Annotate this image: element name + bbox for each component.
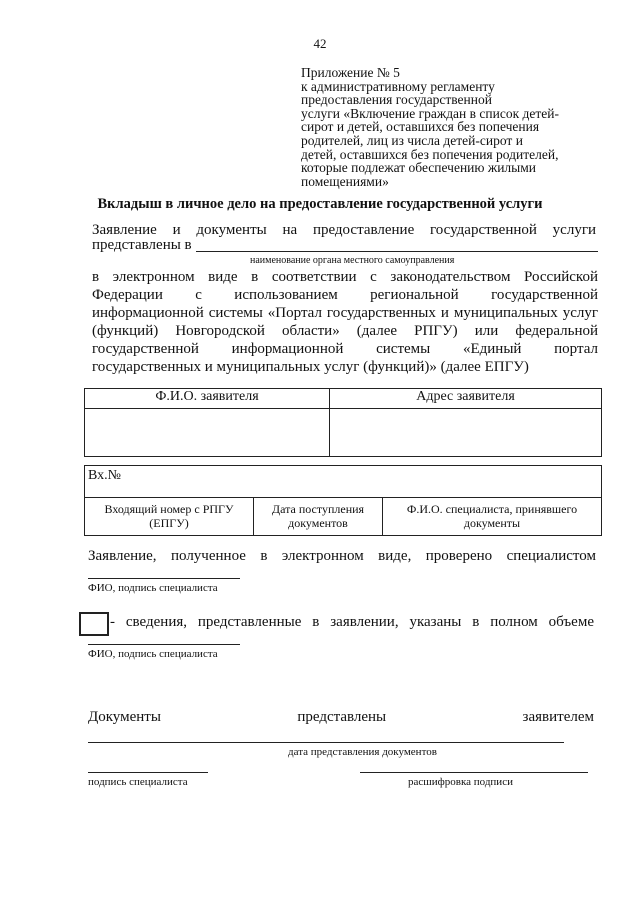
specialist-signature-caption: подпись специалиста <box>88 776 188 788</box>
paragraph-line: Федерации с использованием региональной государственной <box>92 287 598 303</box>
paragraph-line: государственной информационной системы «Единый портал <box>92 341 598 357</box>
checked-statement: Заявление, полученное в электронном виде, проверено специалистом <box>88 548 596 564</box>
appendix-line: к административному регламенту <box>301 78 495 94</box>
submission-date-caption: дата представления документов <box>288 746 437 758</box>
info-signature-line[interactable] <box>88 634 240 645</box>
appendix-line: сирот и детей, оставшихся без попечения <box>301 119 540 135</box>
authority-name-caption: наименование органа местного самоуправления <box>250 255 455 266</box>
info-statement: - сведения, представленные в заявлении, указаны в полном объеме <box>110 614 594 630</box>
paragraph-line: (функций) Новгородской области» (далее РПГУ) или федеральной <box>92 323 598 339</box>
appendix-line: услуги «Включение граждан в список детей- <box>301 105 559 121</box>
intro-line-2: представлены в <box>92 237 192 253</box>
appendix-header <box>301 66 601 188</box>
paragraph-line: в электронном виде в соответствии с законодательством Российской <box>92 269 598 285</box>
info-signature-caption: ФИО, подпись специалиста <box>88 648 218 660</box>
col-incoming-number: Входящий номер с РПГУ (ЕПГУ) <box>85 498 254 536</box>
submission-date-line[interactable] <box>88 732 564 743</box>
appendix-line: детей, оставшихся без попечения родителей, <box>301 146 559 162</box>
appendix-line: предоставления государственной <box>301 92 492 108</box>
signature-decoding-caption: расшифровка подписи <box>408 776 513 788</box>
paragraph-line: информационной системы «Портал государственных и муниципальных услуг <box>92 305 598 321</box>
checked-signature-caption: ФИО, подпись специалиста <box>88 582 218 594</box>
paragraph-line: государственных и муниципальных услуг (функций)» (далее ЕПГУ) <box>92 359 529 375</box>
documents-statement: Документы представлены заявителем <box>88 709 594 725</box>
appendix-line: помещениями» <box>301 173 389 189</box>
authority-name-line <box>196 241 598 252</box>
incoming-number-cell[interactable] <box>85 466 602 498</box>
incoming-number-label: Вх.№ <box>88 468 122 483</box>
submission-paragraph <box>92 268 598 376</box>
appendix-line: Приложение № 5 <box>301 65 400 80</box>
page-number: 42 <box>313 36 327 51</box>
checked-signature-line[interactable] <box>88 568 240 579</box>
applicant-name-cell[interactable] <box>85 409 330 457</box>
applicant-table <box>84 388 602 457</box>
appendix-line: которые подлежат обеспечению жилыми <box>301 160 536 176</box>
specialist-signature-line[interactable] <box>88 762 208 773</box>
col-receipt-date: Дата поступления документов <box>254 498 383 536</box>
incoming-table <box>84 465 602 536</box>
applicant-address-cell[interactable] <box>330 409 602 457</box>
header-applicant-name: Ф.И.О. заявителя <box>85 389 330 409</box>
appendix-line: родителей, лиц из числа детей-сирот и <box>301 132 523 148</box>
signature-decoding-line[interactable] <box>360 762 588 773</box>
info-complete-checkbox[interactable] <box>79 612 109 636</box>
col-specialist-name: Ф.И.О. специалиста, принявшего документы <box>383 498 602 536</box>
page-title: Вкладыш в личное дело на предоставление государственной услуги <box>97 196 543 212</box>
intro-line-1: Заявление и документы на предоставление государственной услуги <box>92 222 596 238</box>
header-applicant-address: Адрес заявителя <box>330 389 602 409</box>
